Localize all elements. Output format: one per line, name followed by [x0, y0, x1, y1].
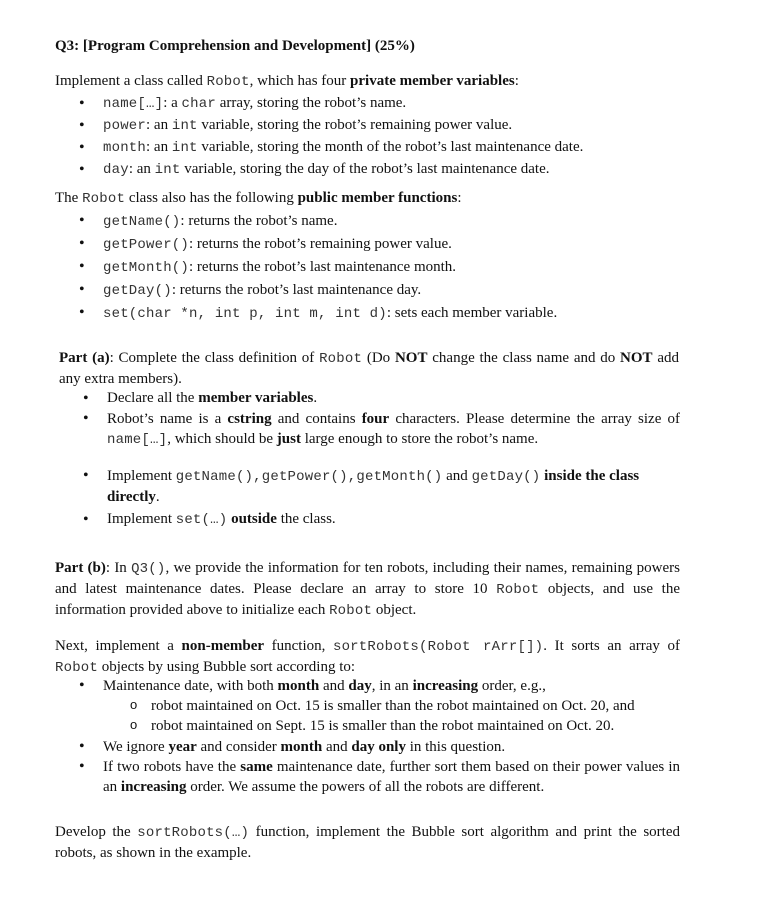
functions-paragraph: The Robot class also has the following public member functions: — [55, 190, 462, 207]
list-item: • set(char *n, int p, int m, int d): sets each member variable. — [103, 302, 735, 325]
intro-paragraph: Implement a class called Robot, which has four private member variables: — [55, 73, 519, 90]
list-item: • month: an int variable, storing the month of the robot’s last maintenance date. — [103, 137, 735, 159]
member-variables-list — [103, 93, 735, 181]
intro-section — [55, 71, 735, 181]
list-item: o robot maintained on Oct. 15 is smaller than the robot maintained on Oct. 20, and — [151, 696, 680, 716]
list-item: • Declare all the member variables. — [107, 388, 680, 409]
member-functions-list — [103, 210, 735, 325]
list-item: • Robot’s name is a cstring and contains four characters. Please determine the array size of name[…], which should be just large enough to store the robot’s name. — [107, 409, 680, 450]
functions-section — [55, 188, 735, 325]
next-paragraph: Next, implement a non-member function, sortRobots(Robot rArr[]). It sorts an array of Robot objects by using Bubble sort according to: — [55, 638, 681, 676]
list-item: • If two robots have the same maintenance date, further sort them based on their power values in an increasing order. We assume the powers of all the robots are different. — [103, 757, 680, 797]
list-item: • Implement set(…) outside the class. — [107, 509, 680, 531]
list-item: • We ignore year and consider month and day only in this question. — [103, 737, 680, 757]
list-item: • getPower(): returns the robot’s remaining power value. — [103, 233, 735, 256]
list-item: • getName(): returns the robot’s name. — [103, 210, 735, 233]
list-item: o robot maintained on Sept. 15 is smaller than the robot maintained on Oct. 20. — [151, 716, 680, 736]
list-item: • day: an int variable, storing the day of the robot’s last maintenance date. — [103, 159, 735, 181]
part-a-list-1 — [107, 388, 680, 450]
list-item: • Implement getName(),getPower(),getMonth() and getDay() inside the class directly. — [107, 466, 680, 507]
list-item: • name[…]: a char array, storing the robot’s name. — [103, 93, 735, 115]
list-item: • Maintenance date, with both month and day, in an increasing order, e.g., o robot maintained on Oct. 15 is smaller than the robot maintained on Oct. 20, and o robot maintained on Sept. 15 is smaller than the robot maintained on Oct. 20. — [103, 676, 680, 736]
list-item: • power: an int variable, storing the robot’s remaining power value. — [103, 115, 735, 137]
develop-paragraph: Develop the sortRobots(…) function, implement the Bubble sort algorithm and print the sorted robots, as shown in the example. — [55, 824, 681, 861]
sort-criteria-list — [103, 676, 680, 797]
example-list — [151, 696, 680, 736]
part-b-paragraph: Part (b): In Q3(), we provide the information for ten robots, including their names, remaining powers and latest maintenance dates. Please declare an array to store 10 Robot objects, and use the information provided above to initialize each Robot object. — [55, 560, 681, 619]
part-a-list-2 — [107, 466, 680, 531]
question-title: Q3: [Program Comprehension and Development] (25%) — [55, 38, 415, 54]
list-item: • getMonth(): returns the robot’s last maintenance month. — [103, 256, 735, 279]
part-a-intro: Part (a): Complete the class definition of Robot (Do NOT change the class name and do NOT add any extra members). — [59, 350, 679, 387]
list-item: • getDay(): returns the robot’s last maintenance day. — [103, 279, 735, 302]
